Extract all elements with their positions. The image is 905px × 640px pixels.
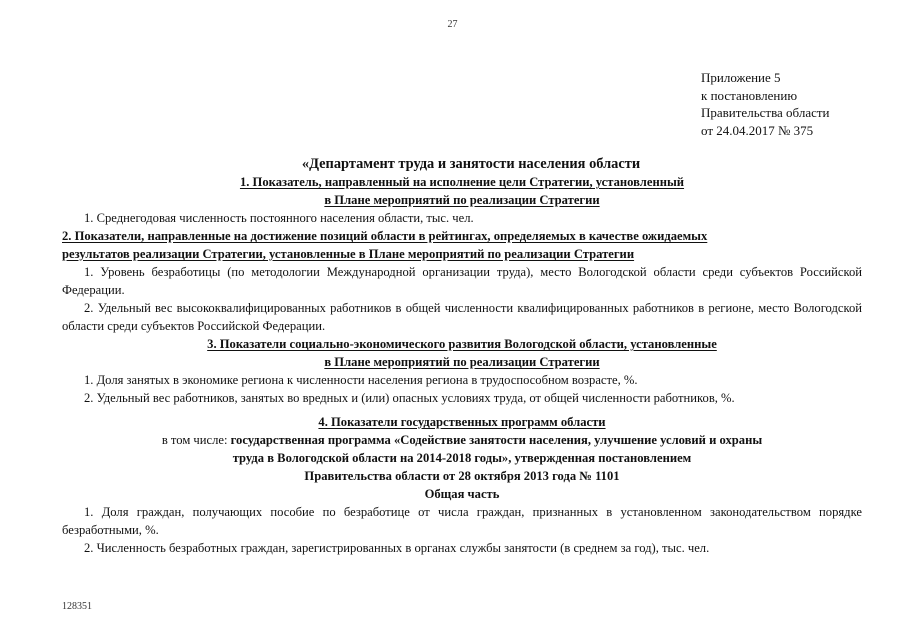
appendix-line: Правительства области [701,105,830,120]
program-prefix: в том числе: [161,433,231,447]
section-2-item: 1. Уровень безработицы (по методологии Международной организации труда), место Вологодской области среди субъектов Российской Федерации. [62,265,862,297]
program-title-line: труда в Вологодской области на 2014-2018 годы», утвержденная постановлением [232,451,692,465]
section-3-heading-line: 3. Показатели социально-экономического развития Вологодской области, установленные [207,337,717,351]
appendix-line: Приложение 5 [701,70,781,85]
program-title-line [62,431,862,449]
section-1-heading [62,173,862,209]
section-3-heading-line: в Плане мероприятий по реализации Стратегии [324,355,600,369]
section-3-item: 1. Доля занятых в экономике региона к численности населения региона в трудоспособном возрасте, %. [84,373,638,387]
appendix-block [701,69,830,139]
appendix-line: к постановлению [701,87,798,103]
section-2-heading [62,227,862,263]
section-2-item: 2. Удельный вес высококвалифицированных работников в общей численности квалифицированных работников в регионе, место Вологодской области среди субъектов Российской Федерации. [62,301,862,333]
section-1-heading-line: 1. Показатель, направленный на исполнение цели Стратегии, установленный [239,175,685,189]
section-4-item: 2. Численность безработных граждан, зарегистрированных в органах службы занятости (в среднем за год), тыс. чел. [84,541,710,555]
section-2-heading-line: результатов реализации Стратегии, установленные в Плане мероприятий по реализации Стратегии [62,247,635,261]
program-title-line: Правительства области от 28 октября 2013 года № 1101 [304,469,620,483]
appendix-line: от 24.04.2017 № 375 [701,122,814,138]
section-2-heading-line: 2. Показатели, направленные на достижение позиций области в рейтингах, определяемых в качестве ожидаемых [62,229,708,243]
section-1-heading-line: в Плане мероприятий по реализации Стратегии [324,193,600,207]
section-1-item: 1. Среднегодовая численность постоянного населения области, тыс. чел. [84,211,474,225]
document-title: «Департамент труда и занятости населения области [301,156,641,172]
section-4-item: 1. Доля граждан, получающих пособие по безработице от числа граждан, признанных в установленном законодательством порядке безработными, %. [62,505,862,537]
footer-code: 128351 [62,601,92,612]
document-body [62,155,862,557]
section-4-heading: 4. Показатели государственных программ области [318,415,606,429]
section-3-item: 2. Удельный вес работников, занятых во вредных и (или) опасных условиях труда, от общей численности работников, %. [84,391,735,405]
section-3-heading [62,335,862,371]
page-number: 27 [447,19,458,30]
general-part-subheading: Общая часть [424,487,500,501]
program-name: государственная программа «Содействие занятости населения, улучшение условий и охраны [230,433,763,447]
